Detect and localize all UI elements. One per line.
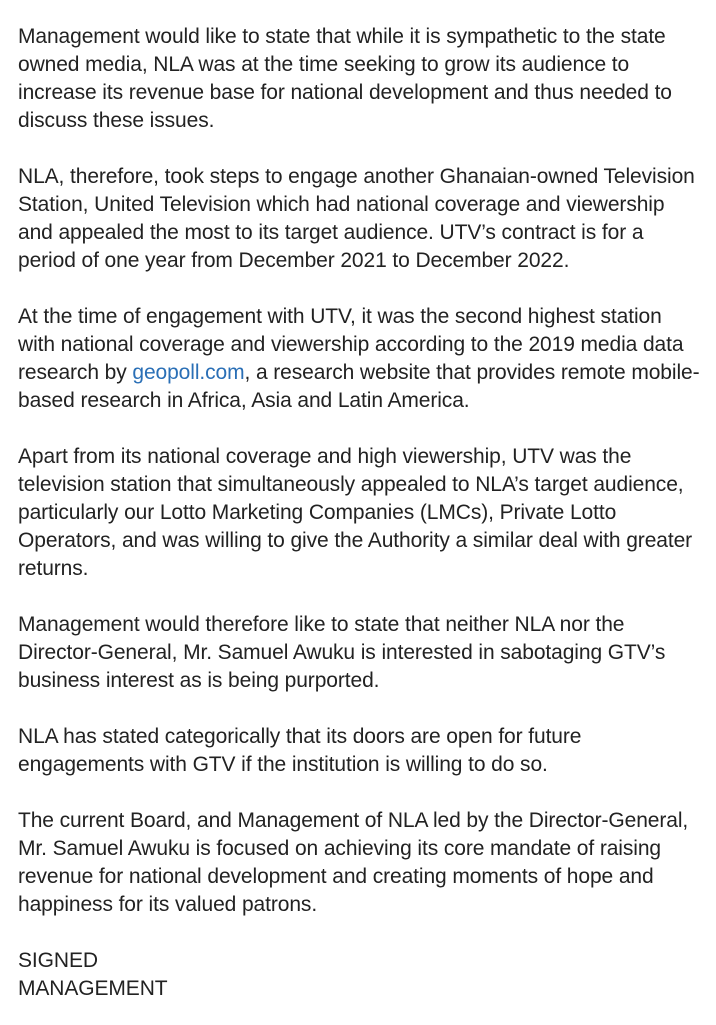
- paragraph-no-sabotage: Management would therefore like to state that neither NLA nor the Director-General, Mr. Samuel Awuku is interested in sabotaging GTV’s business interest as is being purported.: [18, 613, 666, 692]
- paragraph-core-mandate: The current Board, and Management of NLA led by the Director-General, Mr. Samuel Awuku is focused on achieving its core mandate of raising revenue for national development and creating moments of hope and happiness for its valued patrons.: [18, 809, 689, 916]
- paragraph-geopoll-research: [18, 303, 702, 415]
- paragraph-target-audience: Apart from its national coverage and high viewership, UTV was the television station that simultaneously appealed to NLA’s target audience, particularly our Lotto Marketing Companies (LMCs), Private Lotto Operators, and was willing to give the Authority a similar deal with greater returns.: [18, 445, 693, 580]
- paragraph-text-before-link: At the time of engagement with UTV, it was the second highest station with national coverage and viewership according to the 2019 media data research by: [18, 305, 684, 384]
- paragraph-utv-engagement: NLA, therefore, took steps to engage another Ghanaian-owned Television Station, United Television which had national coverage and viewership and appealed the most to its target audience. UTV’s contract is for a period of one year from December 2021 to December 2022.: [18, 165, 695, 272]
- document-body: [18, 23, 702, 1003]
- geopoll-link[interactable]: geopoll.com: [132, 361, 245, 384]
- paragraph-doors-open: NLA has stated categorically that its doors are open for future engagements with GTV if the institution is willing to do so.: [18, 725, 582, 776]
- paragraph-text-after-link: , a research website that provides remote mobile-based research in Africa, Asia and Latin America.: [18, 361, 700, 412]
- paragraph-sympathetic-statement: Management would like to state that while it is sympathetic to the state owned media, NLA was at the time seeking to grow its audience to increase its revenue base for national development and thus needed to discuss these issues.: [18, 25, 672, 132]
- signature-block: [18, 947, 702, 1003]
- signature-signed: SIGNED: [18, 949, 98, 972]
- signature-management: MANAGEMENT: [18, 977, 168, 1000]
